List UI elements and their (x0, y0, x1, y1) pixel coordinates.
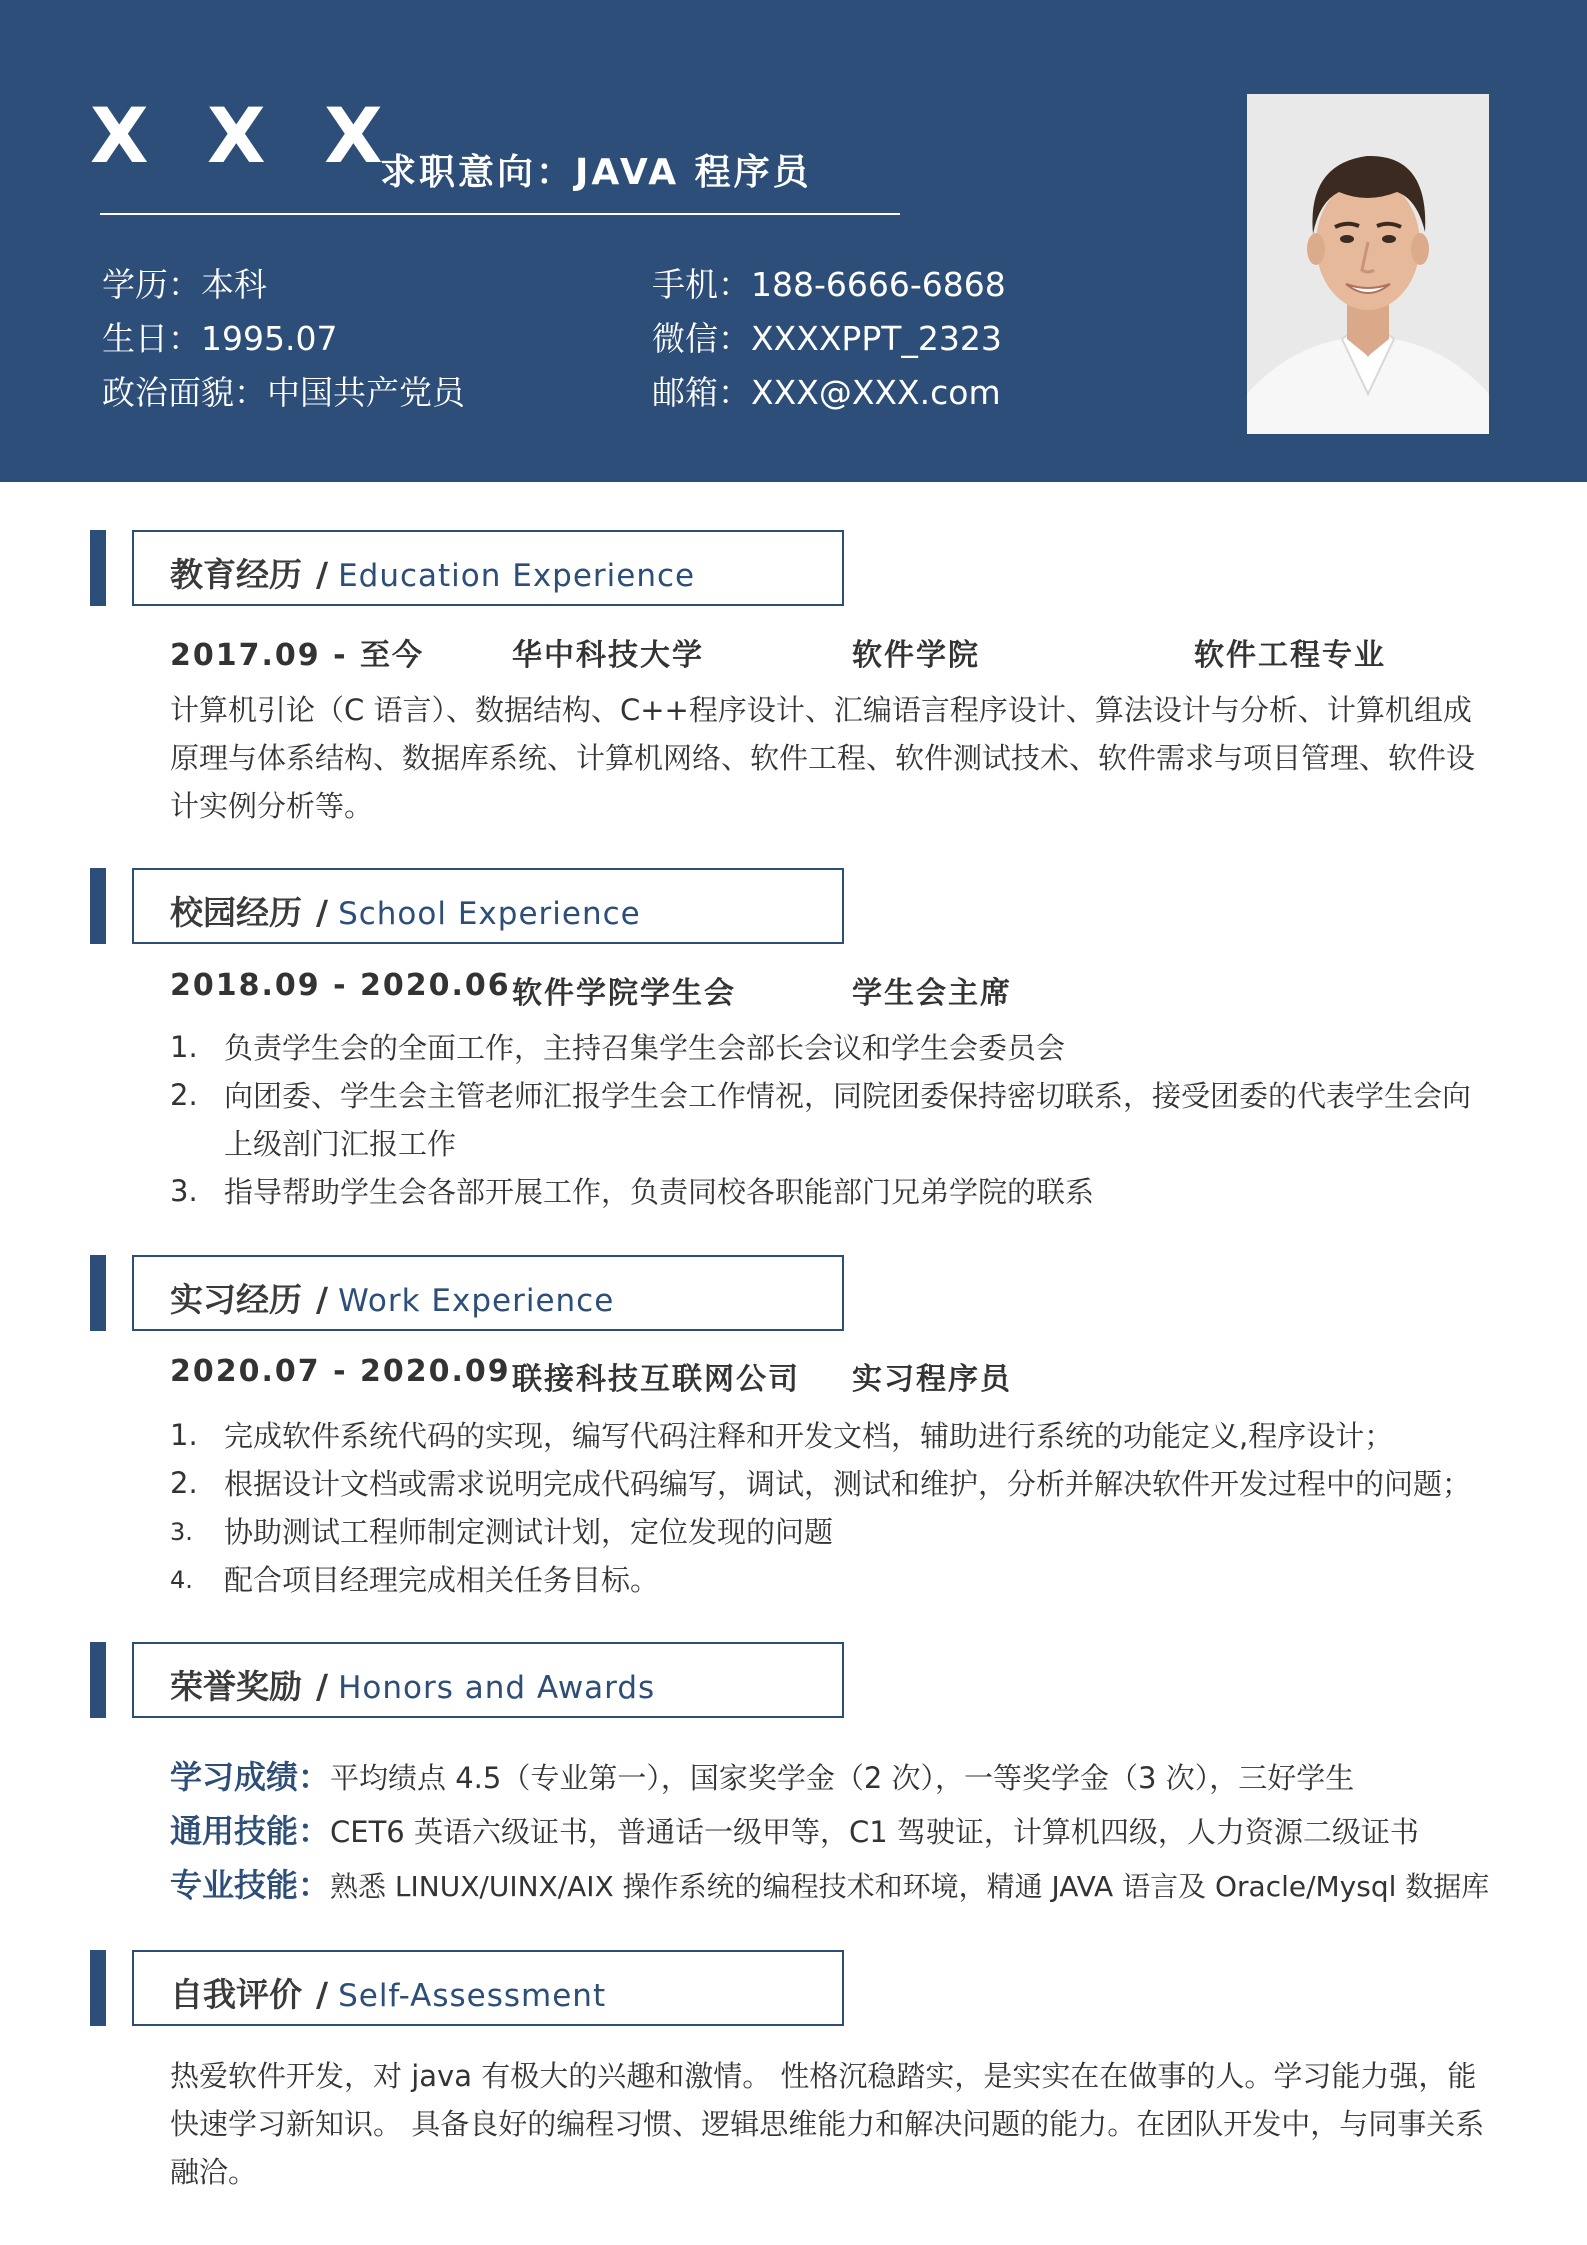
education-period: 2017.09 - 至今 (170, 638, 424, 673)
section-title-en: Education Experience (338, 558, 696, 594)
candidate-name: X X X (90, 91, 399, 180)
section-header-work (132, 1255, 844, 1331)
honor-row-general-skills (170, 1806, 1419, 1852)
profile-photo (1247, 94, 1489, 434)
honor-text: 熟悉 LINUX/UINX/AIX 操作系统的编程技术和环境，精通 JAVA 语言及 Oracle/Mysql 数据库 (330, 1870, 1490, 1903)
honor-label: 学习成绩： (170, 1758, 331, 1796)
honor-label: 通用技能： (170, 1812, 331, 1850)
section-slash: / (316, 1975, 329, 2014)
section-title-en: School Experience (338, 896, 641, 932)
header-divider (100, 213, 900, 215)
work-period: 2020.07 - 2020.09 (170, 1354, 511, 1389)
section-marker-self (90, 1950, 106, 2026)
section-slash: / (316, 1280, 329, 1319)
list-item: 指导帮助学生会各部开展工作，负责同校各职能部门兄弟学院的联系 (224, 1175, 1095, 1209)
section-marker-education (90, 530, 106, 606)
list-number: 1. (170, 1030, 198, 1064)
section-title-en: Work Experience (338, 1283, 615, 1319)
list-number: 3. (170, 1518, 193, 1546)
section-slash: / (316, 1667, 329, 1706)
list-item: 协助测试工程师制定测试计划，定位发现的问题 (224, 1515, 834, 1549)
work-role: 实习程序员 (852, 1362, 1012, 1397)
list-number: 3. (170, 1174, 198, 1208)
honor-text: 平均绩点 4.5（专业第一），国家奖学金（2 次），一等奖学金（3 次），三好学生 (330, 1761, 1355, 1795)
honor-text: CET6 英语六级证书，普通话一级甲等，C1 驾驶证，计算机四级，人力资源二级证书 (330, 1815, 1419, 1849)
section-title-cn: 荣誉奖励 (170, 1667, 302, 1706)
section-header-education (132, 530, 844, 606)
education-courses: 计算机引论（C 语言）、数据结构、C++程序设计、汇编语言程序设计、算法设计与分析、计算机组成原理与体系结构、数据库系统、计算机网络、软件工程、软件测试技术、软件需求与项目管理、软件设计实例分析等。 (170, 693, 1476, 823)
section-marker-work (90, 1255, 106, 1331)
school-org: 软件学院学生会 (512, 976, 736, 1011)
school-role: 学生会主席 (852, 976, 1012, 1011)
info-political: 政治面貌：中国共产党员 (102, 373, 465, 412)
info-phone: 手机：188-6666-6868 (652, 265, 1006, 304)
section-title-cn: 实习经历 (170, 1280, 302, 1319)
section-marker-school (90, 868, 106, 944)
section-title-cn: 校园经历 (170, 893, 302, 932)
school-period: 2018.09 - 2020.06 (170, 968, 511, 1003)
info-birthday: 生日：1995.07 (102, 319, 338, 358)
list-item: 完成软件系统代码的实现，编写代码注释和开发文档，辅助进行系统的功能定义,程序设计； (224, 1419, 1394, 1453)
education-college: 软件学院 (852, 638, 980, 673)
info-education: 学历：本科 (102, 265, 267, 304)
section-header-self (132, 1950, 844, 2026)
header-banner (0, 0, 1587, 482)
section-title-en: Self-Assessment (338, 1978, 607, 2014)
list-number: 1. (170, 1418, 198, 1452)
honor-row-pro-skills (170, 1860, 1489, 1906)
education-major: 软件工程专业 (1194, 638, 1386, 673)
section-title-en: Honors and Awards (338, 1670, 656, 1706)
list-item: 配合项目经理完成相关任务目标。 (224, 1563, 660, 1597)
info-email: 邮箱：XXX@XXX.com (652, 373, 1001, 412)
list-number: 2. (170, 1078, 198, 1112)
section-title-cn: 自我评价 (170, 1975, 302, 2014)
section-slash: / (316, 555, 329, 594)
section-header-honors (132, 1642, 844, 1718)
section-header-school (132, 868, 844, 944)
self-assessment-text: 热爱软件开发，对 java 有极大的兴趣和激情。 性格沉稳踏实，是实实在在做事的人。学习能力强，能快速学习新知识。 具备良好的编程习惯、逻辑思维能力和解决问题的能力。在团队开发中，与同事关系融洽。 (170, 2059, 1485, 2189)
info-wechat: 微信：XXXXPPT_2323 (652, 319, 1002, 358)
work-company: 联接科技互联网公司 (512, 1362, 800, 1397)
job-intent: 求职意向：JAVA 程序员 (380, 152, 812, 193)
section-marker-honors (90, 1642, 106, 1718)
education-school: 华中科技大学 (512, 638, 704, 673)
list-item: 负责学生会的全面工作，主持召集学生会部长会议和学生会委员会 (224, 1031, 1066, 1065)
honor-label: 专业技能： (170, 1866, 331, 1904)
section-title-cn: 教育经历 (170, 555, 302, 594)
list-item: 根据设计文档或需求说明完成代码编写，调试，测试和维护，分析并解决软件开发过程中的问题； (224, 1467, 1472, 1501)
list-item: 向团委、学生会主管老师汇报学生会工作情祝，同院团委保持密切联系，接受团委的代表学生会向上级剖门汇报工作 (224, 1079, 1472, 1161)
honor-row-grades (170, 1752, 1354, 1798)
list-number: 2. (170, 1466, 198, 1500)
section-slash: / (316, 893, 329, 932)
list-number: 4. (170, 1566, 193, 1594)
